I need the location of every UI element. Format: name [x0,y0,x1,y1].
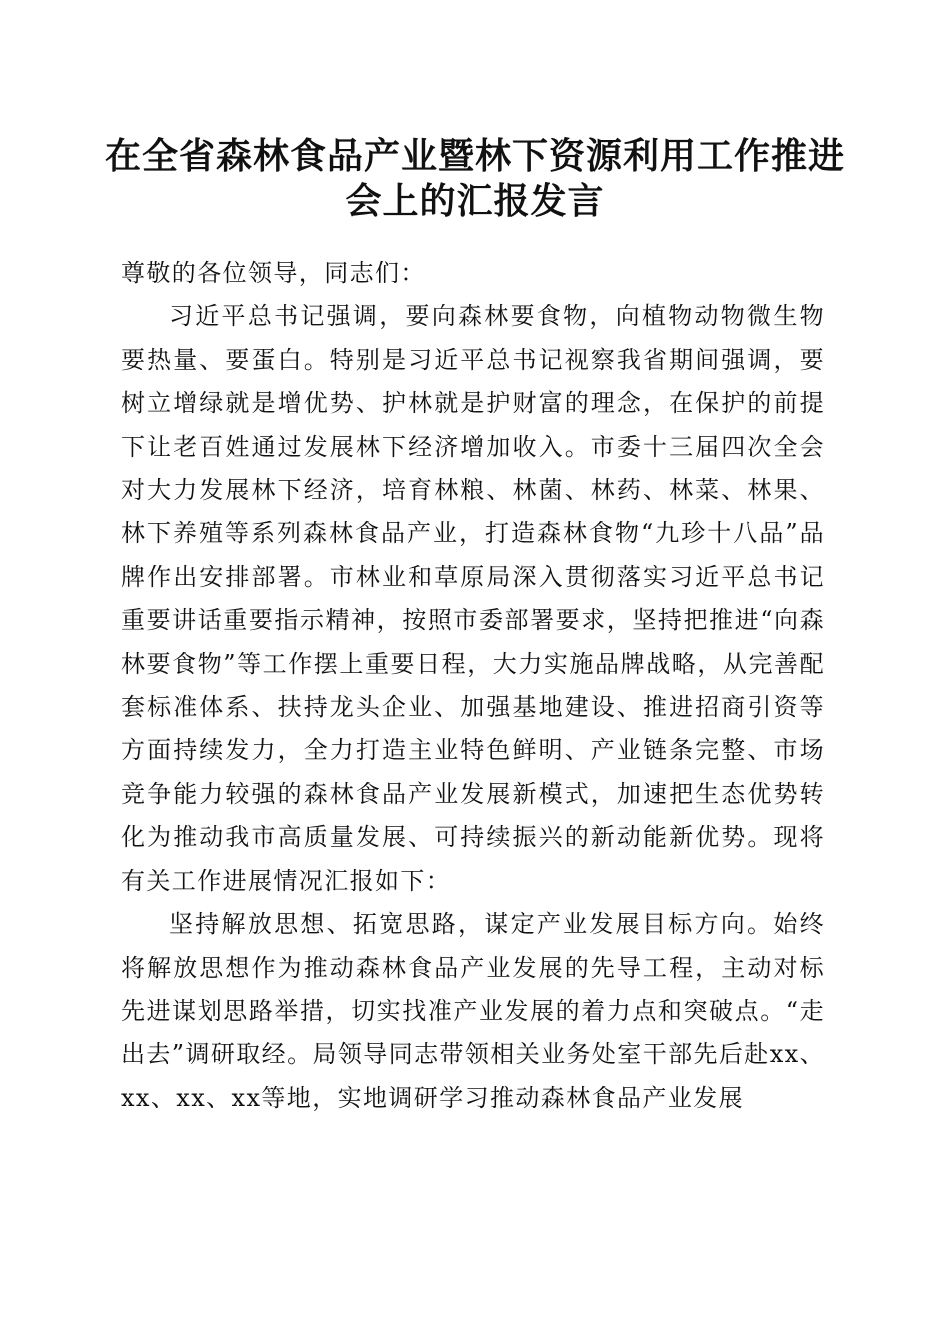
document-title [95,134,855,224]
document-body [121,252,825,1120]
paragraph-intro: 习近平总书记强调，要向森林要食物，向植物动物微生物要热量、要蛋白。特别是习近平总书记视察我省期间强调，要树立增绿就是增优势、护林就是护财富的理念，在保护的前提下让老百姓通过发展林下经济增加收入。市委十三届四次全会对大力发展林下经济，培育林粮、林菌、林药、林菜、林果、林下养殖等系列森林食品产业，打造森林食物“九珍十八品”品牌作出安排部署。市林业和草原局深入贯彻落实习近平总书记重要讲话重要指示精神，按照市委部署要求，坚持把推进“向森林要食物”等工作摆上重要日程，大力实施品牌战略，从完善配套标准体系、扶持龙头企业、加强基地建设、推进招商引资等方面持续发力，全力打造主业特色鲜明、产业链条完整、市场竞争能力较强的森林食品产业发展新模式，加速把生态优势转化为推动我市高质量发展、可持续振兴的新动能新优势。现将有关工作进展情况汇报如下： [121,302,825,895]
salutation: 尊敬的各位领导，同志们： [121,259,426,287]
title-line-2: 会上的汇报发言 [345,180,605,222]
title-line-1: 在全省森林食品产业暨林下资源利用工作推进 [104,135,845,177]
paragraph-section-1: 坚持解放思想、拓宽思路，谋定产业发展目标方向。始终将解放思想作为推动森林食品产业发展的先导工程，主动对标先进谋划思路举措，切实找准产业发展的着力点和突破点。“走出去”调研取经。局领导同志带领相关业务处室干部先后赴xx、xx、xx、xx等地，实地调研学习推动森林食品产业发展 [121,910,825,1112]
